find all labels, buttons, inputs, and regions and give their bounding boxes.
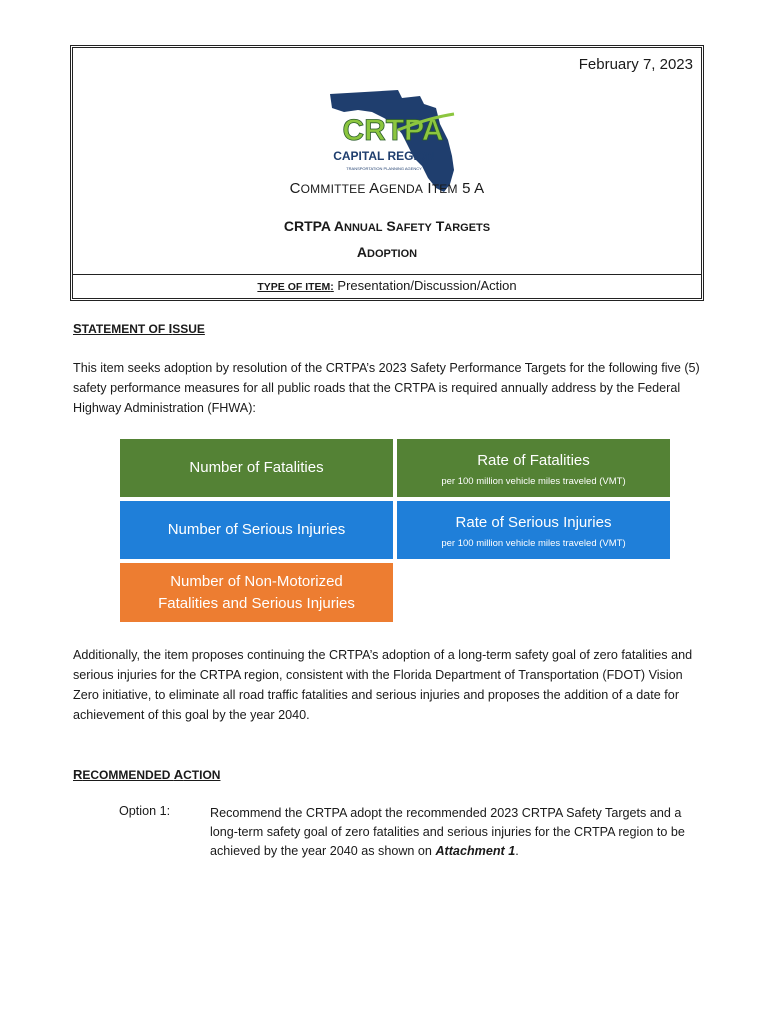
measure-number-of-fatalities: Number of Fatalities [120,439,393,497]
attachment-reference: Attachment 1 [435,844,516,858]
type-of-item-label: TYPE OF ITEM [257,281,331,293]
logo-name: CRTPA [342,114,444,147]
item-title-line2: ADOPTION [356,244,418,260]
measure-rate-of-fatalities: Rate of Fatalities per 100 million vehicle miles traveled (VMT) [397,439,670,497]
measure-non-motorized: Number of Non-Motorized Fatalities and Serious Injuries [120,563,393,622]
logo-tagline: TRANSPORTATION PLANNING AGENCY [346,166,422,171]
option-1-label: Option 1: [119,804,171,818]
additional-paragraph: Additionally, the item proposes continuing the CRTPA’s adoption of a long-term safety goal of zero fatalities and serious injuries for the CRTPA region, consistent with the Florida Department of Transportation (FDOT) Vision Zero initiative, to eliminate all road traffic fatalities and serious injuries and proposes the addition of a date for achievement of this goal by the year 2040. [73,648,693,722]
agenda-item-number: COMMITTEE AGENDA ITEM 5 A [289,180,485,197]
type-of-item: TYPE OF ITEM: Presentation/Discussion/Action [257,278,517,293]
recommended-action-heading: RECOMMENDED ACTION [73,767,221,782]
document-date: February 7, 2023 [578,56,693,73]
statement-paragraph: This item seeks adoption by resolution of the CRTPA’s 2023 Safety Performance Targets for the following five (5) safety performance measures for all public roads that the CRTPA is required annually address by the Federal Highway Administration (FHWA): [73,361,700,415]
header-main [73,48,701,275]
item-title-line1: CRTPA ANNUAL SAFETY TARGETS [283,218,491,234]
type-of-item-value: Presentation/Discussion/Action [337,278,517,293]
statement-of-issue-heading: STATEMENT OF ISSUE [73,321,205,336]
header-frame [70,45,704,301]
measure-number-of-serious-injuries: Number of Serious Injuries [120,501,393,559]
measure-rate-of-serious-injuries: Rate of Serious Injuries per 100 million vehicle miles traveled (VMT) [397,501,670,559]
logo-subtitle: CAPITAL REGION [333,149,435,163]
option-1-text: Recommend the CRTPA adopt the recommended 2023 CRTPA Safety Targets and a long-term safety goal of zero fatalities and serious injuries for the CRTPA region to be achieved by the year 2040 as shown on Attachment 1. [210,806,685,858]
